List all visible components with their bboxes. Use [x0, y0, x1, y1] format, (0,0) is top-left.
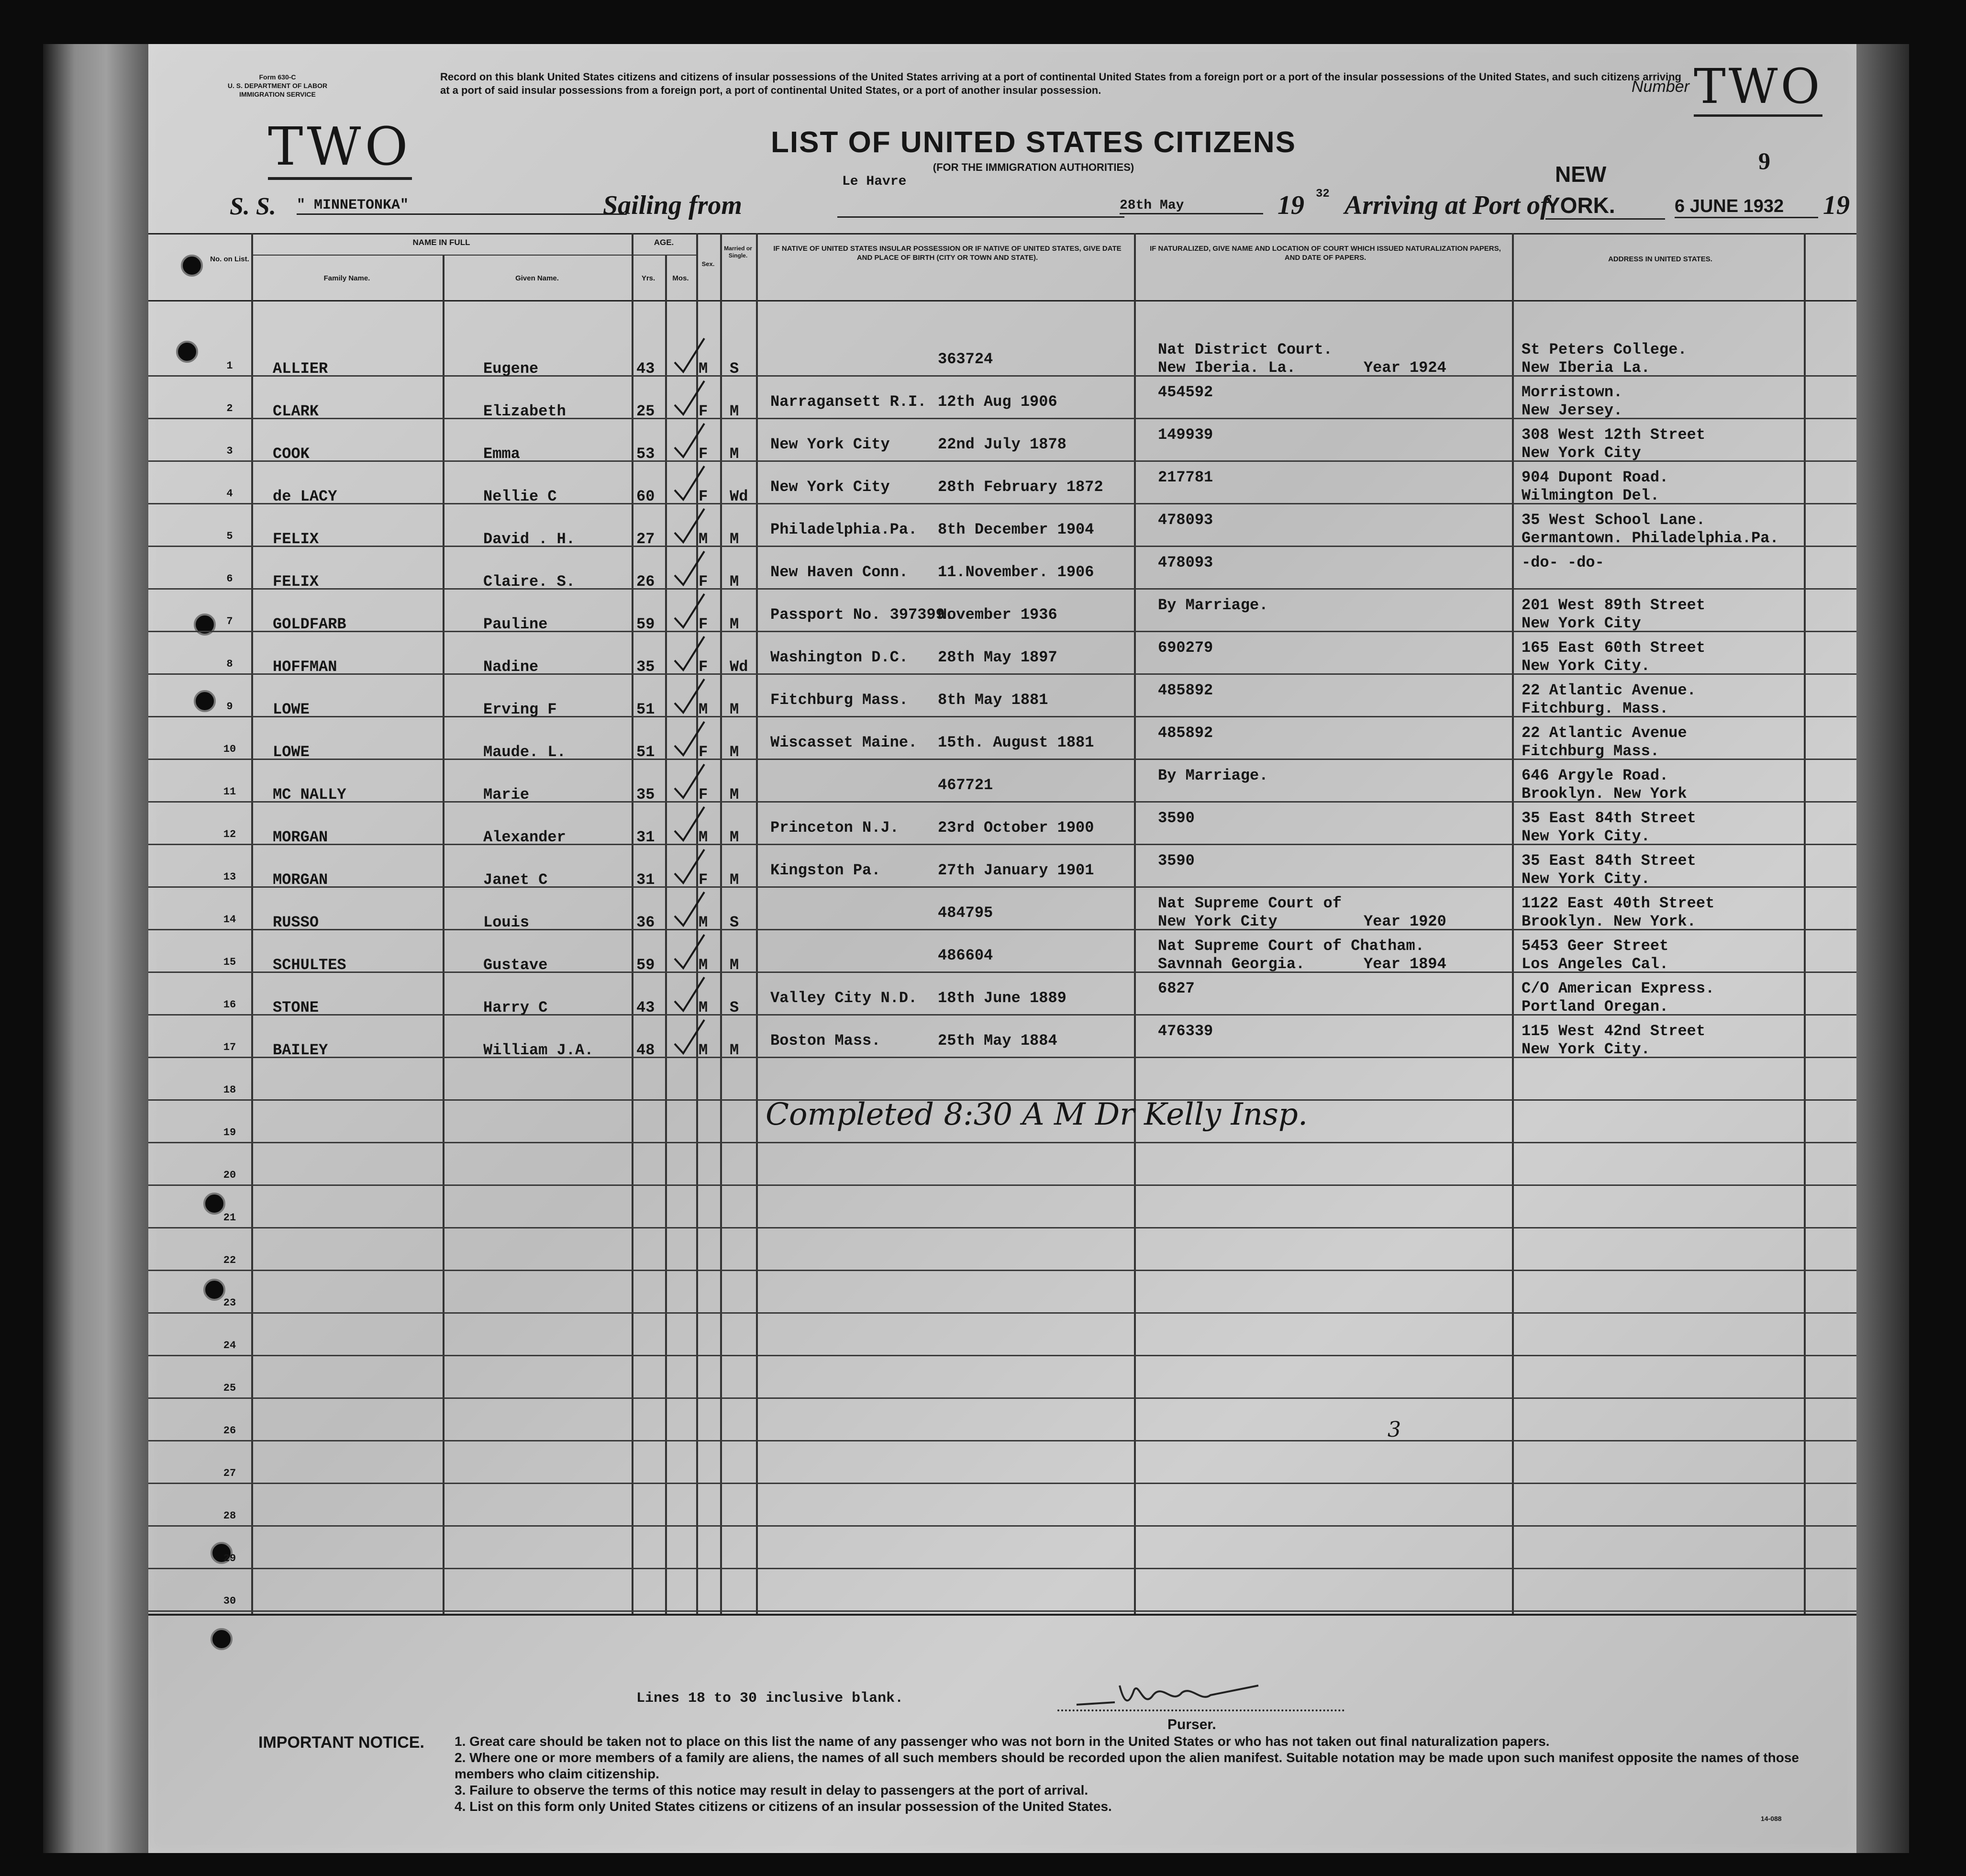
row-number: 3 [226, 445, 233, 457]
address-line1: 22 Atlantic Avenue. [1522, 681, 1696, 699]
notice-item: 1. Great care should be taken not to place on this list the name of any passenger who was not born in the United States or who has not taken out final naturalization papers. [455, 1734, 1550, 1749]
notice-label: IMPORTANT NOTICE. [258, 1733, 424, 1752]
age-years: 31 [636, 828, 655, 846]
address-line1: 115 West 42nd Street [1522, 1022, 1706, 1040]
header-naturalized: IF NATURALIZED, GIVE NAME AND LOCATION OF COURT WHICH ISSUED NATURALIZATION PAPERS, AND DATE OF PAPERS. [1150, 245, 1501, 262]
header-name-in-full: NAME IN FULL [412, 238, 470, 247]
birth-place: Valley City N.D. [770, 989, 918, 1007]
header-married-single: Married or Single. [724, 245, 752, 259]
sex: M [699, 999, 708, 1016]
family-name: FELIX [273, 573, 319, 591]
birth-place: Kingston Pa. [770, 861, 881, 879]
family-name: LOWE [273, 743, 310, 761]
given-name: Harry C [483, 999, 548, 1016]
naturalization-year: Year 1894 [1364, 955, 1446, 973]
given-name: Janet C [483, 871, 548, 889]
given-name: Emma [483, 445, 520, 463]
birth-date: 18th June 1889 [938, 989, 1066, 1007]
birth-date: 467721 [938, 776, 993, 794]
row-rule [148, 1184, 1856, 1186]
given-name: David . H. [483, 530, 576, 548]
age-years: 48 [636, 1041, 655, 1059]
age-years: 43 [636, 999, 655, 1016]
number-value: TWO [1694, 58, 1822, 117]
row-rule [148, 1483, 1856, 1484]
sex: M [699, 530, 708, 548]
sex: M [699, 701, 708, 718]
sailing-date: 28th May [1120, 198, 1263, 214]
address-line1: Morristown. [1522, 383, 1623, 401]
row-rule [148, 1355, 1856, 1356]
header-years: Yrs. [641, 274, 655, 282]
birth-place: Fitchburg Mass. [770, 691, 909, 709]
arriving-label: Arriving at Port of [1344, 190, 1549, 220]
punch-hole [194, 614, 216, 636]
column-divider [1512, 233, 1514, 1614]
family-name: MC NALLY [273, 786, 346, 804]
given-name: Claire. S. [483, 573, 576, 591]
header-bottom-rule [148, 300, 1856, 302]
age-years: 60 [636, 488, 655, 505]
age-years: 35 [636, 786, 655, 804]
sex: F [699, 402, 708, 420]
row-number: 13 [223, 871, 236, 883]
ship-name: " MINNETONKA" [297, 197, 627, 215]
naturalization-line1: 476339 [1158, 1022, 1213, 1040]
address-line1: 1122 East 40th Street [1522, 894, 1715, 912]
row-number: 25 [223, 1382, 236, 1394]
family-name: HOFFMAN [273, 658, 337, 676]
address-line2: New Jersey. [1522, 402, 1623, 419]
row-rule [148, 1227, 1856, 1228]
address-line1: 308 West 12th Street [1522, 426, 1706, 444]
sailing-label: Sailing from [603, 190, 742, 220]
naturalization-line1: By Marriage. [1158, 596, 1268, 614]
address-line2: New York City. [1522, 870, 1650, 888]
birth-place: Washington D.C. [770, 648, 909, 666]
punch-hole [176, 341, 198, 363]
row-number: 9 [226, 701, 233, 713]
marital-status: M [730, 956, 739, 974]
age-years: 27 [636, 530, 655, 548]
arrival-year-prefix: 19 [1823, 190, 1850, 220]
row-number: 7 [226, 615, 233, 627]
address-line1: 646 Argyle Road. [1522, 767, 1669, 784]
age-years: 53 [636, 445, 655, 463]
sex: F [699, 786, 708, 804]
birth-date: 25th May 1884 [938, 1032, 1057, 1050]
column-divider [251, 233, 253, 1614]
stray-mark: 3 [1388, 1418, 1401, 1442]
address-line1: 22 Atlantic Avenue [1522, 724, 1687, 742]
family-name: BAILEY [273, 1041, 328, 1059]
header-months: Mos. [672, 274, 689, 282]
address-line2: New York City [1522, 444, 1641, 462]
marital-status: M [730, 615, 739, 633]
address-line1: 165 East 60th Street [1522, 639, 1706, 657]
row-number: 2 [226, 402, 233, 414]
given-name: Pauline [483, 615, 548, 633]
address-line2: Brooklyn. New York. [1522, 913, 1696, 930]
naturalization-line1: 6827 [1158, 980, 1195, 997]
row-number: 16 [223, 999, 236, 1011]
sex: M [699, 914, 708, 931]
naturalization-line1: 454592 [1158, 383, 1213, 401]
naturalization-line2: Savnnah Georgia. [1158, 955, 1305, 973]
birth-date: 11.November. 1906 [938, 563, 1094, 581]
column-divider [632, 233, 633, 1614]
row-number: 1 [226, 360, 233, 372]
address-line2: Brooklyn. New York [1522, 785, 1687, 803]
row-number: 28 [223, 1510, 236, 1522]
header-birth: IF NATIVE OF UNITED STATES INSULAR POSSESSION OR IF NATIVE OF UNITED STATES, GIVE DATE AND PLACE OF BIRTH (CITY OR TOWN AND STATE). [773, 245, 1122, 262]
age-years: 43 [636, 360, 655, 378]
signature-scribble [1057, 1676, 1287, 1714]
row-number: 12 [223, 828, 236, 840]
birth-date: 486604 [938, 947, 993, 964]
row-number: 10 [223, 743, 236, 755]
sex: F [699, 615, 708, 633]
address-line1: 201 West 89th Street [1522, 596, 1706, 614]
header-no-on-list: No. on List. [210, 255, 249, 263]
sex: F [699, 445, 708, 463]
column-divider [720, 233, 722, 1614]
column-divider [443, 255, 444, 1614]
age-years: 59 [636, 956, 655, 974]
naturalization-line1: 478093 [1158, 554, 1213, 571]
age-years: 59 [636, 615, 655, 633]
row-number: 20 [223, 1169, 236, 1181]
given-name: Nellie C [483, 488, 557, 505]
page-title: LIST OF UNITED STATES CITIZENS [771, 126, 1296, 159]
row-rule [148, 1568, 1856, 1569]
marital-status: M [730, 743, 739, 761]
row-number: 18 [223, 1084, 236, 1096]
naturalization-year: Year 1920 [1364, 913, 1446, 930]
marital-status: S [730, 360, 739, 378]
row-number: 8 [226, 658, 233, 670]
table-bottom-rule [148, 1614, 1856, 1616]
blank-lines-note: Lines 18 to 30 inclusive blank. [636, 1690, 904, 1707]
family-name: MORGAN [273, 828, 328, 846]
family-name: CLARK [273, 402, 319, 420]
birth-date: 27th January 1901 [938, 861, 1094, 879]
age-subheader-rule [632, 255, 696, 256]
age-years: 51 [636, 743, 655, 761]
row-rule [148, 1525, 1856, 1527]
naturalization-line1: 478093 [1158, 511, 1213, 529]
instruction-text: Record on this blank United States citizens and citizens of insular possessions of the United States arriving at a port of continental United States from a foreign port or a port of the insular possessions of the United States, and such citizens arriving at a port of said insular possessions from a foreign port, a port of continental United States, or a port of another insular possession. [440, 71, 1681, 96]
punch-hole [181, 255, 203, 277]
marital-status: Wd [730, 488, 748, 505]
birth-place: Boston Mass. [770, 1032, 881, 1050]
arrival-date-stamp: 6 JUNE 1932 [1675, 196, 1818, 218]
naturalization-line2: New Iberia. La. [1158, 359, 1296, 377]
binding-strip-left [43, 44, 148, 1853]
row-number: 5 [226, 530, 233, 542]
address-line2: Germantown. Philadelphia.Pa. [1522, 529, 1779, 547]
page-number: 9 [1758, 147, 1770, 174]
address-line2: Wilmington Del. [1522, 487, 1660, 504]
birth-place: New York City [770, 478, 890, 496]
age-years: 26 [636, 573, 655, 591]
address-line1: 35 West School Lane. [1522, 511, 1706, 529]
family-name: LOWE [273, 701, 310, 718]
naturalization-line1: 149939 [1158, 426, 1213, 444]
year-suffix: 32 [1316, 188, 1330, 201]
address-line2: Fitchburg. Mass. [1522, 700, 1669, 717]
marital-status: M [730, 1041, 739, 1059]
form-identifier: Form 630-C U. S. DEPARTMENT OF LABOR IMMIGRATION SERVICE [227, 73, 328, 98]
given-name: Gustave [483, 956, 548, 974]
address-line1: -do- -do- [1522, 554, 1604, 571]
marital-status: M [730, 871, 739, 889]
address-line2: Los Angeles Cal. [1522, 955, 1669, 973]
birth-place: Passport No. 397399. [770, 606, 955, 624]
naturalization-line1: 3590 [1158, 809, 1195, 827]
address-line1: 904 Dupont Road. [1522, 469, 1669, 486]
sex: F [699, 658, 708, 676]
birth-date: 8th December 1904 [938, 521, 1094, 538]
ship-label: S. S. [230, 193, 276, 220]
sex: F [699, 871, 708, 889]
marital-status: M [730, 828, 739, 846]
sex: F [699, 743, 708, 761]
given-name: Louis [483, 914, 530, 931]
address-line1: 5453 Geer Street [1522, 937, 1669, 955]
sailing-port: Le Havre [842, 174, 907, 189]
birth-date: 363724 [938, 350, 993, 368]
header-sex: Sex. [701, 260, 715, 268]
age-years: 31 [636, 871, 655, 889]
header-address: ADDRESS IN UNITED STATES. [1608, 255, 1712, 263]
sex: M [699, 956, 708, 974]
naturalization-line2: New York City [1158, 913, 1277, 930]
row-rule [148, 1142, 1856, 1143]
row-number: 24 [223, 1340, 236, 1351]
marital-status: M [730, 445, 739, 463]
marital-status: M [730, 530, 739, 548]
row-number: 30 [223, 1595, 236, 1607]
birth-place: Wiscasset Maine. [770, 734, 918, 751]
header-age: AGE. [654, 238, 674, 247]
marital-status: S [730, 914, 739, 931]
family-name: de LACY [273, 488, 337, 505]
address-line1: 35 East 84th Street [1522, 809, 1696, 827]
form-code: 14-088 [1761, 1815, 1782, 1822]
row-number: 21 [223, 1212, 236, 1224]
family-name: MORGAN [273, 871, 328, 889]
inspection-note: Completed 8:30 A M Dr Kelly Insp. [766, 1097, 1308, 1132]
naturalization-line1: 217781 [1158, 469, 1213, 486]
sex: F [699, 573, 708, 591]
birth-date: 12th Aug 1906 [938, 393, 1057, 411]
naturalization-line1: Nat Supreme Court of [1158, 894, 1342, 912]
marital-status: M [730, 573, 739, 591]
column-divider [665, 255, 667, 1614]
row-number: 29 [223, 1552, 236, 1564]
age-years: 35 [636, 658, 655, 676]
sex: M [699, 1041, 708, 1059]
row-rule [148, 1270, 1856, 1271]
marital-status: M [730, 402, 739, 420]
sex: M [699, 360, 708, 378]
age-years: 51 [636, 701, 655, 718]
address-line2: New York City. [1522, 827, 1650, 845]
year-prefix: 19 [1277, 190, 1304, 220]
binding-strip-right [1856, 44, 1909, 1853]
notice-item: 2. Where one or more members of a family are aliens, the names of all such members should be recorded upon the alien manifest. Suitable notation may be made upon such manifest opposite the names of those members who claim citizenship. [455, 1750, 1799, 1781]
age-years: 36 [636, 914, 655, 931]
notice-list [455, 1733, 1833, 1815]
arrival-port-line1: NEW [1555, 162, 1607, 187]
marital-status: M [730, 701, 739, 718]
marital-status: S [730, 999, 739, 1016]
row-number: 26 [223, 1425, 236, 1437]
family-name: ALLIER [273, 360, 328, 378]
column-divider [756, 233, 758, 1614]
row-number: 4 [226, 488, 233, 500]
address-line2: New York City. [1522, 1040, 1650, 1058]
birth-place: Philadelphia.Pa. [770, 521, 918, 538]
given-name: Marie [483, 786, 530, 804]
given-name: Alexander [483, 828, 566, 846]
given-name: William J.A. [483, 1041, 594, 1059]
row-number: 14 [223, 914, 236, 926]
header-family-name: Family Name. [323, 274, 370, 282]
naturalization-line1: 690279 [1158, 639, 1213, 657]
notice-item: 4. List on this form only United States citizens or citizens of an insular possession of the United States. [455, 1799, 1112, 1814]
row-number: 15 [223, 956, 236, 968]
birth-date: 23rd October 1900 [938, 819, 1094, 837]
sex: F [699, 488, 708, 505]
name-subheader-rule [251, 255, 632, 256]
row-rule [148, 1312, 1856, 1314]
column-divider [1134, 233, 1136, 1614]
naturalization-line1: By Marriage. [1158, 767, 1268, 784]
address-line1: St Peters College. [1522, 341, 1687, 358]
punch-hole [194, 690, 216, 712]
birth-place: Princeton N.J. [770, 819, 899, 837]
row-rule [148, 1397, 1856, 1399]
naturalization-line1: Nat Supreme Court of Chatham. [1158, 937, 1424, 955]
marital-status: M [730, 786, 739, 804]
row-rule [148, 1440, 1856, 1441]
address-line1: 35 East 84th Street [1522, 852, 1696, 870]
address-line2: Portland Oregan. [1522, 998, 1669, 1016]
given-name: Nadine [483, 658, 539, 676]
row-number: 22 [223, 1254, 236, 1266]
row-number: 11 [223, 786, 236, 798]
family-name: STONE [273, 999, 319, 1016]
birth-place: New York City [770, 436, 890, 453]
row-number: 23 [223, 1297, 236, 1309]
family-name: RUSSO [273, 914, 319, 931]
header-given-name: Given Name. [515, 274, 559, 282]
table-top-rule [148, 233, 1856, 234]
given-name: Erving F [483, 701, 557, 718]
arrival-port-line2: YORK. [1545, 192, 1665, 220]
family-name: SCHULTES [273, 956, 346, 974]
column-divider [1804, 233, 1806, 1614]
row-rule [148, 1610, 1856, 1612]
address-line2: New York City [1522, 614, 1641, 632]
naturalization-line1: 485892 [1158, 724, 1213, 742]
naturalization-line1: 485892 [1158, 681, 1213, 699]
purser-line [1057, 1709, 1344, 1711]
sailing-port-line [837, 216, 1124, 218]
page-subtitle: (FOR THE IMMIGRATION AUTHORITIES) [933, 161, 1134, 173]
sex: M [699, 828, 708, 846]
address-line1: C/O American Express. [1522, 980, 1715, 997]
marital-status: Wd [730, 658, 748, 676]
row-number: 6 [226, 573, 233, 585]
row-number: 27 [223, 1467, 236, 1479]
family-name: FELIX [273, 530, 319, 548]
top-left-note: TWO [268, 116, 412, 180]
age-years: 25 [636, 402, 655, 420]
address-line2: New York City. [1522, 657, 1650, 675]
naturalization-line1: 3590 [1158, 852, 1195, 870]
naturalization-line1: Nat District Court. [1158, 341, 1333, 358]
purser-label: Purser. [1167, 1717, 1216, 1732]
address-line2: Fitchburg Mass. [1522, 742, 1660, 760]
row-rule [148, 588, 1856, 590]
naturalization-year: Year 1924 [1364, 359, 1446, 377]
manifest-page [148, 44, 1856, 1853]
notice-item: 3. Failure to observe the terms of this notice may result in delay to passengers at the port of arrival. [455, 1783, 1089, 1798]
birth-date: 484795 [938, 904, 993, 922]
number-label: Number [1632, 78, 1689, 96]
address-line2: New Iberia La. [1522, 359, 1650, 377]
birth-date: November 1936 [938, 606, 1057, 624]
punch-hole [211, 1628, 233, 1650]
birth-date: 28th May 1897 [938, 648, 1057, 666]
birth-date: 15th. August 1881 [938, 734, 1094, 751]
row-number: 17 [223, 1041, 236, 1053]
birth-place: New Haven Conn. [770, 563, 909, 581]
given-name: Maude. L. [483, 743, 566, 761]
birth-date: 8th May 1881 [938, 691, 1048, 709]
birth-date: 28th February 1872 [938, 478, 1103, 496]
row-number: 19 [223, 1127, 236, 1139]
birth-place: Narragansett R.I. [770, 393, 927, 411]
family-name: GOLDFARB [273, 615, 346, 633]
given-name: Elizabeth [483, 402, 566, 420]
given-name: Eugene [483, 360, 539, 378]
purser-signature [1057, 1676, 1287, 1714]
birth-date: 22nd July 1878 [938, 436, 1066, 453]
family-name: COOK [273, 445, 310, 463]
